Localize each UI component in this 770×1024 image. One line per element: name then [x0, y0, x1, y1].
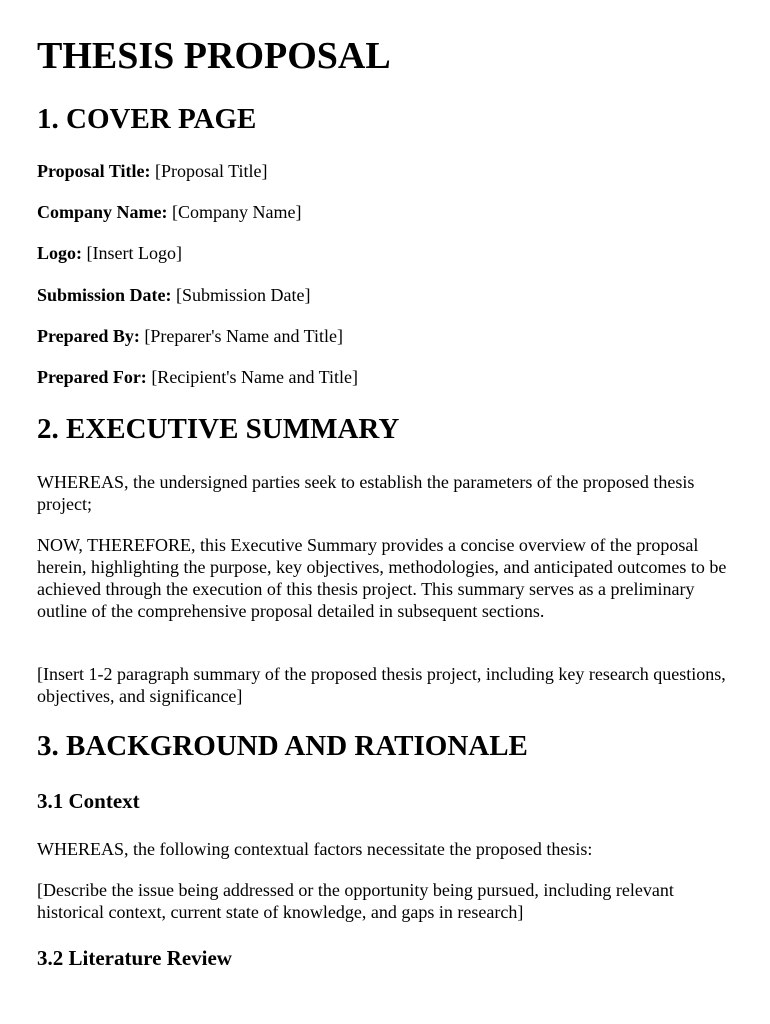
field-label: Submission Date:	[37, 285, 172, 305]
field-prepared-by	[37, 326, 343, 348]
cover-page-heading: 1. COVER PAGE	[37, 103, 257, 135]
field-value: [Recipient's Name and Title]	[151, 367, 359, 387]
context-paragraph-2: [Describe the issue being addressed or the opportunity being pursued, including relevant historical context, current state of knowledge, and gaps in research]	[37, 880, 674, 922]
field-submission-date	[37, 285, 311, 307]
field-label: Prepared For:	[37, 367, 147, 387]
field-value: [Company Name]	[172, 202, 302, 222]
executive-paragraph-2: NOW, THEREFORE, this Executive Summary provides a concise overview of the proposal herein, highlighting the purpose, key objectives, methodologies, and anticipated outcomes to be achieved through the execution of this thesis project. This summary serves as a preliminary outline of the comprehensive proposal detailed in subsequent sections.	[37, 535, 727, 621]
field-label: Prepared By:	[37, 326, 140, 346]
field-company-name	[37, 202, 301, 224]
field-logo	[37, 243, 182, 265]
document-title: THESIS PROPOSAL	[37, 35, 391, 77]
literature-review-heading: 3.2 Literature Review	[37, 946, 232, 970]
executive-paragraph-1: WHEREAS, the undersigned parties seek to establish the parameters of the proposed thesis project;	[37, 472, 695, 514]
field-value: [Submission Date]	[176, 285, 311, 305]
field-label: Logo:	[37, 243, 82, 263]
field-label: Proposal Title:	[37, 161, 151, 181]
context-heading: 3.1 Context	[37, 789, 140, 813]
background-heading: 3. BACKGROUND AND RATIONALE	[37, 730, 528, 762]
field-value: [Insert Logo]	[86, 243, 182, 263]
field-value: [Preparer's Name and Title]	[144, 326, 344, 346]
context-paragraph-1: WHEREAS, the following contextual factors necessitate the proposed thesis:	[37, 839, 593, 859]
field-value: [Proposal Title]	[155, 161, 268, 181]
executive-paragraph-3: [Insert 1-2 paragraph summary of the proposed thesis project, including key research questions, objectives, and significance]	[37, 664, 726, 706]
field-prepared-for	[37, 367, 358, 389]
field-label: Company Name:	[37, 202, 168, 222]
field-proposal-title	[37, 161, 268, 183]
executive-summary-heading: 2. EXECUTIVE SUMMARY	[37, 413, 400, 445]
